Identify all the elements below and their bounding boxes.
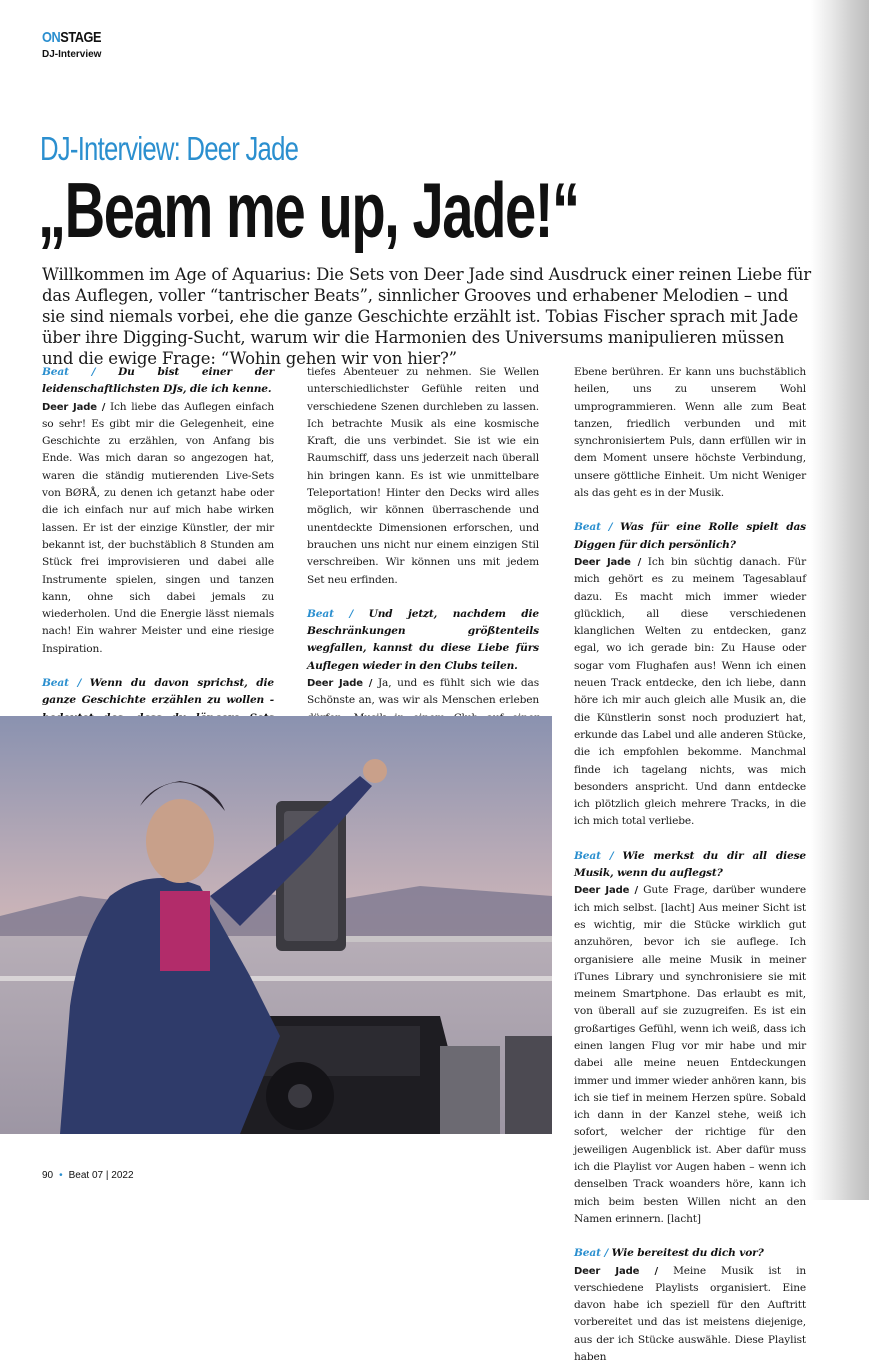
- interview-answer: Deer Jade / Ich bin süchtig danach. Für mich gehört es zu meinem Tagesablauf dazu. Es macht mich immer wieder glücklich, all diese verschiedenen klanglichen Welten zu entdecken, ganz egal, wo ich gerade bin: Zu Hause oder sogar vom Flughafen aus! Wenn ich einen neuen Track entdecke, den ich liebe, dann höre ich mir auch gleich alle Musik an, die die Künstlerin sonst noch produziert hat, erkunde das Label und alle anderen Stücke, die ich empfohlen bekomme. Manchmal finde ich tagelang nichts, was mich besonders anspricht. Und dann entdecke ich plötzlich gleich mehrere Tracks, in die ich mich total verliebe.: [574, 555, 807, 828]
- footer-dot: •: [59, 1170, 63, 1181]
- section-label: DJ-Interview: [42, 49, 102, 60]
- interview-answer: tiefes Abenteuer zu nehmen. Sie Wellen unterschiedlichster Gefühle reiten und verschiedene Szenen durchleben zu lassen. Ich betrachte Musik als eine kosmische Kraft, die uns verbindet. Sie ist wie ein Raumschiff, dass uns jederzeit nach überall hin bringen kann. Es ist wie unmittelbare Teleportation! Hinter den Decks wird alles möglich, wir können überraschende und unentdeckte Dimensionen erforschen, und brauchen uns nicht nur einem einzigen Stil verschreiben. Wir können uns mit jedem Set neu erfinden.: [307, 366, 539, 586]
- magazine-section-logo: ONSTAGE: [42, 29, 102, 46]
- dj-photo: [0, 716, 552, 1134]
- page-number: 90: [42, 1170, 54, 1181]
- interview-answer: Deer Jade / Meine Musik ist in verschiedene Playlists organisiert. Eine davon habe ich speziell für den Auftritt vorbereitet und das ist meistens diejenige, aus der ich Stücke auswähle. Diese Playlist haben: [574, 1264, 806, 1364]
- issue-label: Beat 07 | 2022: [68, 1170, 134, 1181]
- interview-question: Beat / Du bist einer der leidenschaftlichsten DJs, die ich kenne.: [42, 366, 274, 396]
- article-kicker: DJ-Interview: Deer Jade: [40, 130, 299, 167]
- interview-answer: Deer Jade / Ja, und es fühlt sich wie das Schönste an, was wir als Menschen erleben: [307, 677, 539, 707]
- interview-question: Beat / Wie merkst du dir all diese Musik, wenn du auflegst?: [574, 849, 806, 880]
- interview-question: Beat / Wenn du davon sprichst, die ganze Geschichte erzählen zu wollen -: [42, 677, 274, 707]
- text-column-3: [574, 364, 806, 1366]
- interview-answer: Deer Jade / Gute Frage, darüber wundere ich mich selbst. [lacht] Aus meiner Sicht ist es wichtig, mir die Stücke wirklich gut anzuhören, bevor ich sie auflege. Ich organisiere alle meine Musik in meiner iTunes Library und synchronisiere sie mit meinem Smartphone. Das erlaubt es mit, von überall auf sie zuzugreifen. Es ist ein großartiges Gefühl, wenn ich weiß, dass ich einen langen Flug vor mir habe und mir dabei alle meine neuen Entdeckungen immer und immer wieder anhören kann, bis ich sie tief in meinem Herzen spüre. Sobald ich dann in der Kanzel stehe, weiß ich sofort, welcher der richtige für den jeweiligen Augenblick ist. Aber dafür muss ich die Playlist vor Augen haben – wenn ich denselben Track woanders höre, kann ich mich beim besten Willen nicht an den Namen erinnern. [lacht]: [574, 884, 806, 1225]
- interview-question: Beat / Was für eine Rolle spielt das Diggen für dich persönlich?: [574, 521, 806, 551]
- page-gutter-shadow: [811, 0, 869, 1200]
- article-lead: Willkommen im Age of Aquarius: Die Sets von Deer Jade sind Ausdruck einer reinen Liebe für das Auflegen, voller “tantrischer Beats”, sinnlicher Grooves und erhabener Melodien – und sie sind niemals vorbei, ehe die ganze Geschichte erzählt ist. Tobias Fischer sprach mit Jade über ihre Digging-Sucht, warum wir die Harmonien des Universums manipulieren müssen und die ewige Frage: “Wohin gehen wir von hier?”: [42, 265, 811, 368]
- interview-answer: Ebene berühren. Er kann uns buchstäblich heilen, uns zu unserem Wohl umprogrammieren. Wenn alle zum Beat tanzen, friedlich verbunden und mit synchronisiertem Puls, dann erfüllen wir in dem Moment unsere höchste Verbindung, unsere göttliche Einheit. Um nicht Weniger als das geht es in der Musik.: [574, 366, 806, 500]
- article-headline: „Beam me up, Jade!“: [38, 166, 579, 254]
- interview-question: Beat / Wie bereitest du dich vor?: [574, 1247, 764, 1260]
- page-footer: [42, 1170, 134, 1181]
- interview-question: Beat / Und jetzt, nachdem die Beschränkungen größtenteils wegfallen, kannst du diese Liebe fürs Auflegen wieder in den Clubs teilen.: [307, 607, 539, 672]
- interview-answer: Deer Jade / Ich liebe das Auflegen einfach so sehr! Es gibt mir die Gelegenheit, eine Geschichte zu erzählen, von Anfang bis Ende. Was mich daran so angezogen hat, waren die ständig mutierenden Live-Sets von BØRÅ, zu denen ich getanzt habe oder die ich einfach nur auf mich habe wirken lassen. Er ist der einzige Künstler, der mir bekannt ist, der buchstäblich 8 Stunden am Stück frei improvisieren und dabei alle Instrumente spielen, singen und tanzen kann, ohne sich dabei jemals zu wiederholen. Und die Energie lässt niemals nach! Ein wahrer Meister und eine riesige Inspiration.: [42, 400, 274, 655]
